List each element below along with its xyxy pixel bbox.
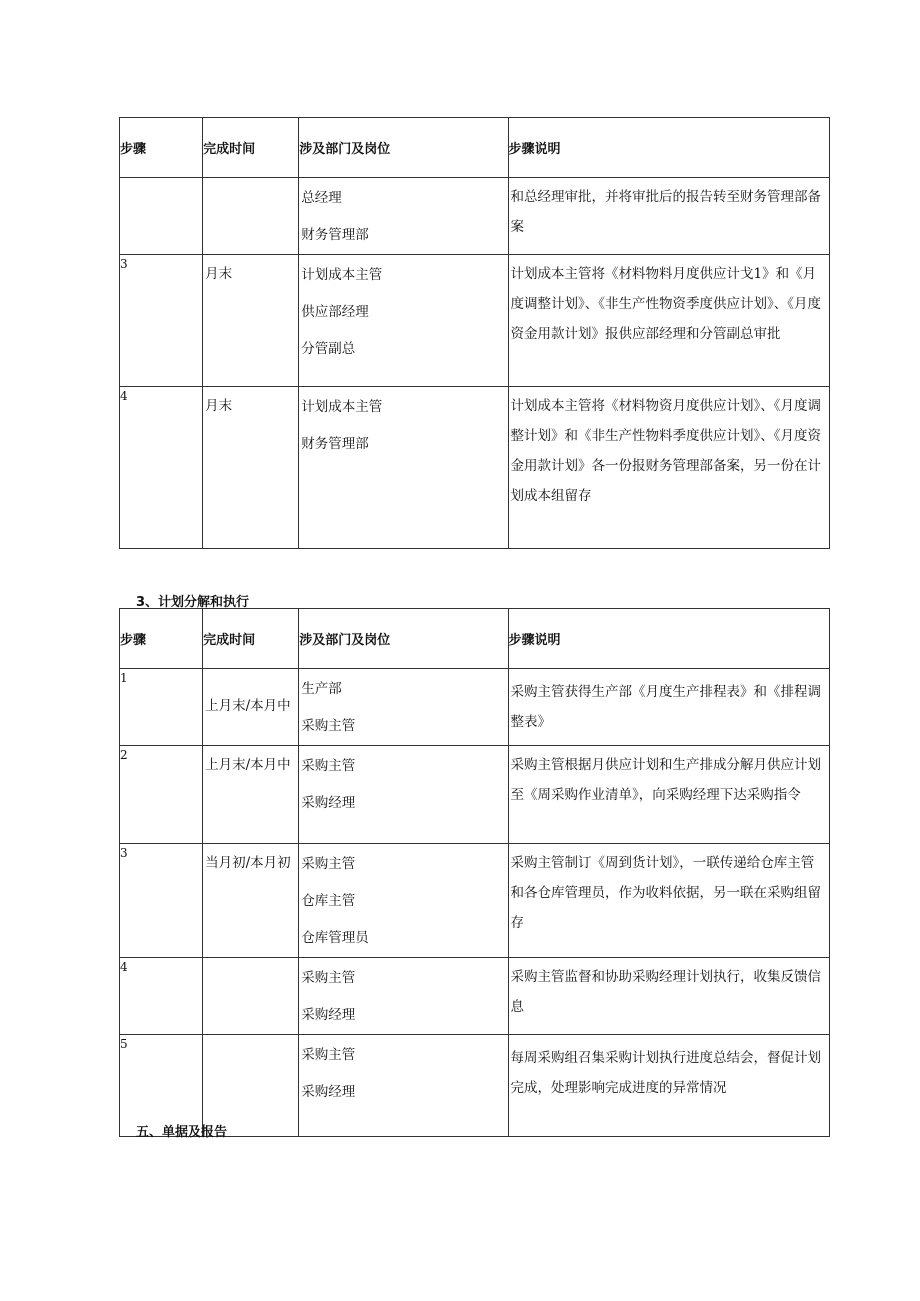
dept-line: 财务管理部: [301, 436, 369, 452]
dept-line: 采购主管: [301, 718, 356, 734]
section-5-title: 五、单据及报告: [136, 1125, 228, 1140]
dept-line: 总经理: [301, 190, 342, 206]
step-cell: 4: [120, 387, 203, 549]
dept-line: 采购主管: [301, 758, 356, 774]
header-time: 完成时间: [203, 609, 299, 669]
header-time: 完成时间: [203, 118, 299, 178]
dept-line: 生产部: [301, 681, 342, 697]
header-step: 步骤: [120, 118, 203, 178]
desc-cell: 采购主管根据月供应计划和生产排成分解月供应计划至《周采购作业清单》，向采购经理下达采购指令: [508, 746, 829, 844]
step-cell: 5: [120, 1035, 203, 1137]
desc-cell: 和总经理审批，并将审批后的报告转至财务管理部备案: [508, 178, 829, 255]
header-desc: 步骤说明: [508, 118, 829, 178]
header-dept: 涉及部门及岗位: [299, 609, 508, 669]
dept-line: 采购经理: [301, 795, 356, 811]
desc-cell: 计划成本主管将《材料物资月度供应计划》、《月度调整计划》和《非生产性物料季度供应计划》、《月度资金用款计划》各一份报财务管理部备案，另一份在计划成本组留存: [508, 387, 829, 549]
dept-cell: [299, 255, 508, 387]
dept-line: 计划成本主管: [301, 267, 383, 283]
desc-cell: 每周采购组召集采购计划执行进度总结会，督促计划完成，处理影响完成进度的异常情况: [508, 1035, 829, 1137]
table-row: [120, 746, 830, 844]
step-cell: 2: [120, 746, 203, 844]
table-header-row: [120, 118, 830, 178]
step-cell: 1: [120, 669, 203, 746]
time-cell: 月末: [203, 255, 299, 387]
step-cell: 3: [120, 844, 203, 958]
desc-cell: 采购主管获得生产部《月度生产排程表》和《排程调整表》: [508, 669, 829, 746]
dept-cell: [299, 387, 508, 549]
table-2: [119, 608, 830, 1137]
dept-line: 仓库管理员: [301, 930, 369, 946]
time-cell: 上月末/本月中: [203, 669, 299, 746]
table-row: [120, 178, 830, 255]
dept-cell: [299, 746, 508, 844]
header-desc: 步骤说明: [508, 609, 829, 669]
table-1: [119, 117, 830, 549]
desc-cell: 采购主管监督和协助采购经理计划执行，收集反馈信息: [508, 958, 829, 1035]
table-row: [120, 958, 830, 1035]
dept-line: 采购经理: [301, 1084, 356, 1100]
dept-line: 计划成本主管: [301, 399, 383, 415]
dept-line: 供应部经理: [301, 304, 369, 320]
table-header-row: [120, 609, 830, 669]
table-row: [120, 255, 830, 387]
time-cell: [203, 178, 299, 255]
header-dept: 涉及部门及岗位: [299, 118, 508, 178]
dept-line: 采购主管: [301, 1047, 356, 1063]
time-cell: 上月末/本月中: [203, 746, 299, 844]
dept-line: 采购主管: [301, 856, 356, 872]
time-cell: 当月初/本月初: [203, 844, 299, 958]
dept-line: 财务管理部: [301, 227, 369, 243]
table-row: [120, 387, 830, 549]
step-cell: 4: [120, 958, 203, 1035]
dept-cell: [299, 1035, 508, 1137]
desc-cell: 计划成本主管将《材料物料月度供应计戈1》和《月度调整计划》、《非生产性物资季度供应计划》、《月度资金用款计划》报供应部经理和分管副总审批: [508, 255, 829, 387]
dept-cell: [299, 178, 508, 255]
dept-cell: [299, 958, 508, 1035]
step-cell: [120, 178, 203, 255]
time-cell: [203, 958, 299, 1035]
dept-line: 仓库主管: [301, 893, 356, 909]
table-row: [120, 844, 830, 958]
time-cell: 月末: [203, 387, 299, 549]
table-row: [120, 669, 830, 746]
desc-cell: 采购主管制订《周到货计划》，一联传递给仓库主管和各仓库管理员，作为收料依据，另一联在采购组留存: [508, 844, 829, 958]
header-step: 步骤: [120, 609, 203, 669]
step-cell: 3: [120, 255, 203, 387]
dept-line: 采购主管: [301, 970, 356, 986]
dept-cell: [299, 669, 508, 746]
section-3-title: 3、计划分解和执行: [136, 595, 250, 610]
dept-line: 分管副总: [301, 341, 356, 357]
dept-cell: [299, 844, 508, 958]
dept-line: 采购经理: [301, 1007, 356, 1023]
